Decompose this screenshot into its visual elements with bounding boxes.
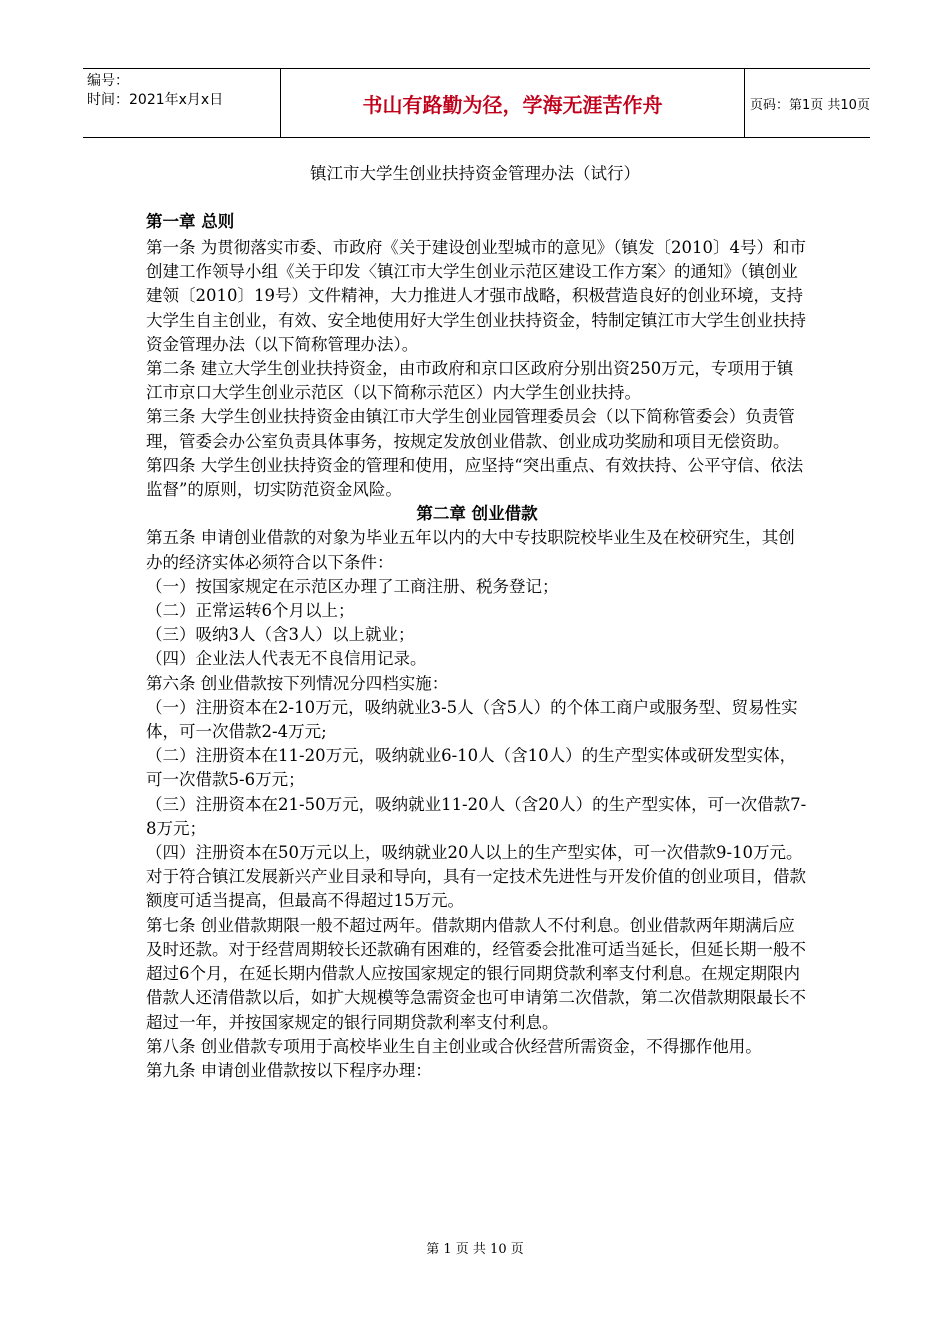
paragraph: （四）注册资本在50万元以上，吸纳就业20人以上的生产型实体，可一次借款9-10万元。 [146,843,803,863]
paragraph: 第二条 建立大学生创业扶持资金，由市政府和京口区政府分别出资250万元，专项用于镇江市京口大学生创业示范区（以下简称示范区）内大学生创业扶持。 [146,359,794,403]
paragraph: （二）正常运转6个月以上； [146,601,355,621]
paragraph: （一）按国家规定在示范区办理了工商注册、税务登记； [146,576,559,596]
paragraph: （三）吸纳3人（含3人）以上就业； [146,625,415,645]
paragraph: （三）注册资本在21-50万元，吸纳就业11-20人（含20人）的生产型实体，可一次借款7-8万元； [146,794,807,838]
paragraph: （四）企业法人代表无不良信用记录。 [146,649,427,669]
header-meta [83,69,281,137]
paragraph: （一）注册资本在2-10万元，吸纳就业3-5人（含5人）的个体工商户或服务型、贸易性实体，可一次借款2-4万元; [146,697,798,742]
paragraph: （二）注册资本在11-20万元，吸纳就业6-10人（含10人）的生产型实体或研发型实体，可一次借款5-6万元； [146,746,797,790]
document-body [146,210,808,1083]
chapter-heading: 第一章 总则 [146,212,235,231]
header-page-info: 页码：第1页 共10页 [750,97,870,113]
header-motto: 书山有路勤为径，学海无涯苦作舟 [281,69,745,137]
paragraph: 第八条 创业借款专项用于高校毕业生自主创业或合伙经营所需资金，不得挪作他用。 [146,1036,762,1056]
paragraph: 第五条 申请创业借款的对象为毕业五年以内的大中专技职院校毕业生及在校研究生，其创办的经济实体必须符合以下条件： [146,528,795,572]
document-title: 镇江市大学生创业扶持资金管理办法（试行） [310,164,640,183]
chapter-heading: 第二章 创业借款 [416,504,538,524]
number-label: 编号： [87,73,129,89]
page-footer: 第 1 页 共 10 页 [426,1242,524,1257]
time-label: 时间：2021年x月x日 [87,92,224,108]
paragraph: 第四条 大学生创业扶持资金的管理和使用，应坚持“突出重点、有效扶持、公平守信、依法监督”的原则，切实防范资金风险。 [146,455,804,500]
paragraph: 第九条 申请创业借款按以下程序办理： [146,1060,432,1080]
paragraph: 第三条 大学生创业扶持资金由镇江市大学生创业园管理委员会（以下简称管委会）负责管理，管委会办公室负责具体事务，按规定发放创业借款、创业成功奖励和项目无偿资助。 [146,407,795,451]
paragraph: 对于符合镇江发展新兴产业目录和导向，具有一定技术先进性与开发价值的创业项目，借款额度可适当提高，但最高不得超过15万元。 [146,867,806,911]
paragraph: 第一条 为贯彻落实市委、市政府《关于建设创业型城市的意见》（镇发〔2010〕4号）和市创建工作领导小组《关于印发〈镇江市大学生创业示范区建设工作方案〉的通知》（镇创业建领〔2010〕19号）文件精神，大力推进人才强市战略，积极营造良好的创业环境，支持大学生自主创业，有效、安全地使用好大学生创业扶持资金，特制定镇江市大学生创业扶持资金管理办法（以下简称管理办法）。 [146,238,806,354]
paragraph: 第七条 创业借款期限一般不超过两年。借款期内借款人不付利息。创业借款两年期满后应及时还款。对于经营周期较长还款确有困难的，经管委会批准可适当延长，但延长期一般不超过6个月，在延长期内借款人应按国家规定的银行同期贷款利率支付利息。在规定期限内借款人还清借款以后，如扩大规模等急需资金也可申请第二次借款，第二次借款期限最长不超过一年，并按国家规定的银行同期贷款利率支付利息。 [146,915,806,1032]
paragraph: 第六条 创业借款按下列情况分四档实施： [146,673,449,693]
header-table [83,68,870,138]
